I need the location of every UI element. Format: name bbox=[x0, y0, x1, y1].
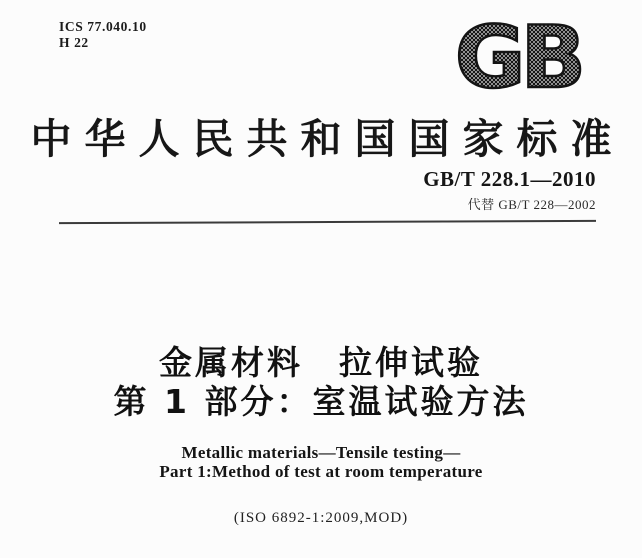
doc-class-code: H 22 bbox=[59, 35, 89, 50]
ics-code: ICS 77.040.10 bbox=[59, 19, 147, 34]
ics-classification-block bbox=[59, 19, 147, 51]
document-title-cn bbox=[0, 343, 642, 421]
standard-number: GB/T 228.1—2010 bbox=[423, 167, 596, 191]
gb-logo bbox=[429, 21, 607, 95]
document-title-en bbox=[0, 443, 642, 481]
standard-number-block bbox=[423, 167, 596, 213]
header-divider-line bbox=[59, 220, 596, 224]
iso-reference: (ISO 6892-1:2009,MOD) bbox=[233, 510, 409, 526]
title-cn-line2: 第 1 部分：室温试验方法 bbox=[113, 382, 529, 421]
gb-logo-graphic bbox=[429, 21, 607, 95]
replaces-note: 代替 GB/T 228—2002 bbox=[467, 197, 596, 212]
title-en-line2: Part 1:Method of test at room temperature bbox=[159, 462, 483, 481]
gb-logo-text: GB bbox=[454, 21, 582, 95]
title-en-line1: Metallic materials—Tensile testing— bbox=[181, 443, 461, 462]
title-cn-line1: 金属材料 拉伸试验 bbox=[159, 343, 483, 382]
national-standard-heading: 中华人民共和国国家标准 bbox=[30, 116, 625, 162]
